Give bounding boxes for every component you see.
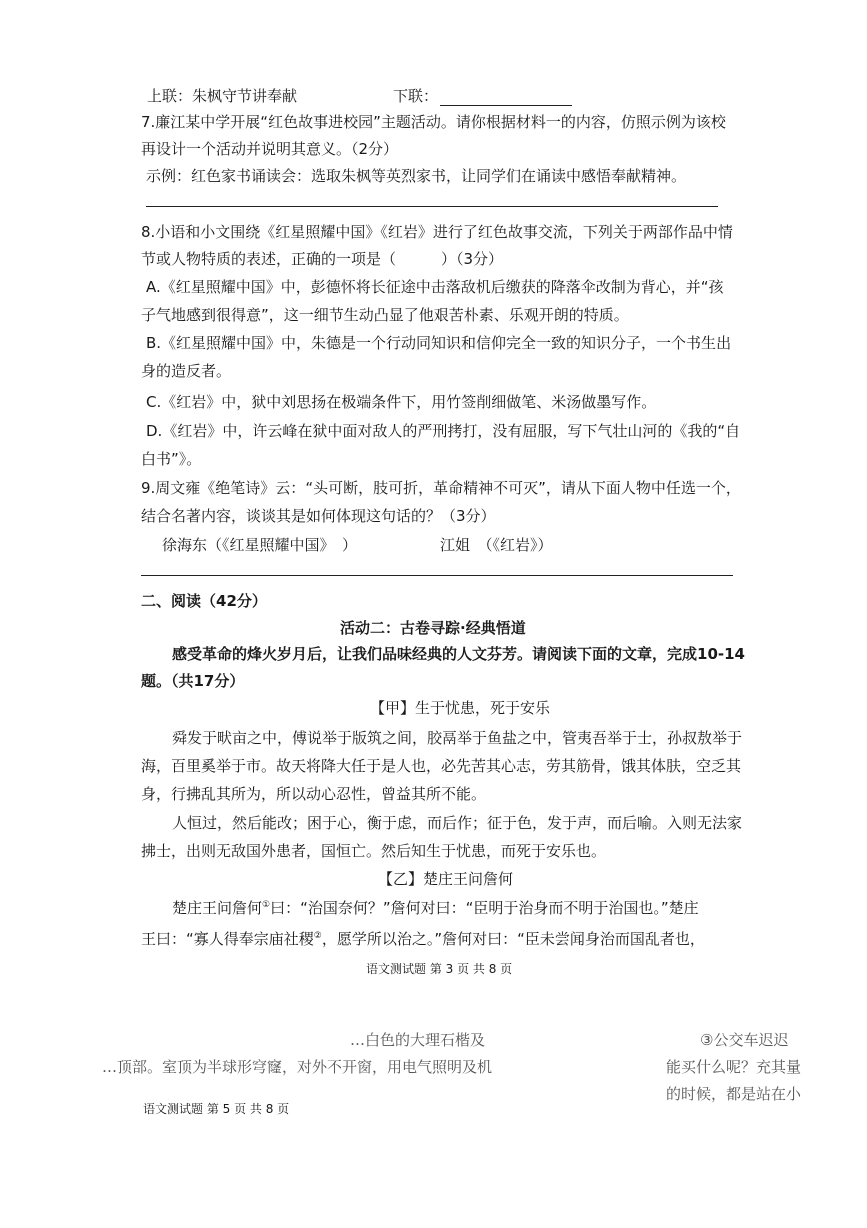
footnote-marker: ① (262, 900, 271, 910)
q9-line1: 9.周文雍《绝笔诗》云：“头可断，肢可折，革命精神不可灭”，请从下面人物中任选一个， (141, 479, 741, 497)
bleed-text: 的时候，都是站在小 (666, 1085, 802, 1103)
q8-option-c: C.《红岩》中，狱中刘思扬在极端条件下，用竹签削细做笔、米汤做墨写作。 (146, 393, 657, 411)
answer-line[interactable] (146, 206, 718, 207)
bleed-text: …顶部。室顶为半球形穹窿，对外不开窗，用电气照明及机 (102, 1058, 493, 1076)
couplet-lower-label: 下联： (393, 87, 439, 105)
bleed-text: …白色的大理石楷及 (350, 1031, 486, 1049)
q8-option-a-line2: 子气地感到很得意”，这一细节生动凸显了他艰苦朴素、乐观开朗的特质。 (141, 306, 629, 324)
q8-option-b-line2: 身的造反者。 (141, 362, 232, 380)
passage-jia-line: 拂士，出则无敌国外患者，国恒亡。然后知生于忧患，而死于安乐也。 (141, 842, 607, 860)
q8-option-b-line1: B.《红星照耀中国》中，朱德是一个行动同知识和信仰完全一致的知识分子，一个书生出 (146, 334, 732, 352)
intro-line2: 题。（共17分） (141, 672, 245, 690)
q8-line1: 8.小语和小文围绕《红星照耀中国》《红岩》进行了红色故事交流，下列关于两部作品中情 (141, 223, 733, 241)
passage-yi-text: 楚庄王问詹何 (172, 899, 263, 917)
page-footer: 语文测试题 第 3 页 共 8 页 (366, 962, 513, 976)
couplet-lower (393, 86, 572, 106)
q9-choice-1: 徐海东（《红星照耀中国》 ） (162, 536, 358, 554)
passage-yi-text: 曰：“治国奈何？”詹何对曰：“臣明于治身而不明于治国也。”楚庄 (270, 899, 699, 917)
passage-yi-line (141, 929, 705, 949)
activity-title: 活动二：古卷寻踪·经典悟道 (340, 619, 526, 637)
passage-yi-line (172, 898, 699, 918)
passage-jia-line: 人恒过，然后能改；困于心，衡于虑，而后作；征于色，发于声，而后喻。入则无法家 (172, 814, 743, 832)
q8-option-d-line2: 白书”》。 (141, 450, 202, 468)
q7-line1: 7.廉江某中学开展“红色故事进校园”主题活动。请你根据材料一的内容，仿照示例为该校 (141, 113, 726, 131)
q9-choice-2: 江姐 （《红岩》） (440, 536, 553, 554)
couplet-upper: 上联：朱枫守节讲奉献 (147, 87, 298, 105)
passage-jia-title: 【甲】生于忧患，死于安乐 (370, 699, 551, 717)
answer-blank[interactable] (440, 91, 572, 106)
passage-yi-text: ，愿学所以治之。”詹何对曰：“臣未尝闻身治而国乱者也， (321, 930, 705, 948)
intro-line1: 感受革命的烽火岁月后，让我们品味经典的人文芬芳。请阅读下面的文章，完成10-14 (172, 645, 745, 663)
bleed-text: 能买什么呢？充其量 (666, 1058, 802, 1076)
q7-line2: 再设计一个活动并说明其意义。（2分） (141, 140, 399, 158)
page-footer: 语文测试题 第 5 页 共 8 页 (143, 1102, 290, 1116)
q8-line2: 节或人物特质的表述，正确的一项是（ ）（3分） (141, 250, 504, 268)
section-divider (141, 575, 733, 576)
q8-option-a-line1: A.《红星照耀中国》中，彭德怀将长征途中击落敌机后缴获的降落伞改制为背心，并“孩 (146, 278, 724, 296)
passage-yi-title: 【乙】楚庄王问詹何 (378, 870, 514, 888)
section-heading: 二、阅读（42分） (141, 592, 267, 610)
q8-option-d-line1: D.《红岩》中，许云峰在狱中面对敌人的严刑拷打，没有屈服，写下气壮山河的《我的“自 (146, 422, 741, 440)
passage-jia-line: 舜发于畎亩之中，傅说举于版筑之间，胶鬲举于鱼盐之中，管夷吾举于士，孙叔敖举于 (172, 729, 743, 747)
footnote-marker: ② (313, 931, 322, 941)
passage-yi-text: 王曰：“寡人得奉宗庙社稷 (141, 930, 314, 948)
passage-jia-line: 身，行拂乱其所为，所以动心忍性，曾益其所不能。 (141, 785, 487, 803)
q9-line2: 结合名著内容，谈谈其是如何体现这句话的？（3分） (141, 507, 496, 525)
bleed-text: ③公交车迟迟 (700, 1031, 789, 1049)
passage-jia-line: 海，百里奚举于市。故天将降大任于是人也，必先苦其心志，劳其筋骨，饿其体肤，空乏其 (141, 757, 742, 775)
q7-example: 示例：红色家书诵读会：选取朱枫等英烈家书，让同学们在诵读中感悟奉献精神。 (146, 167, 687, 185)
